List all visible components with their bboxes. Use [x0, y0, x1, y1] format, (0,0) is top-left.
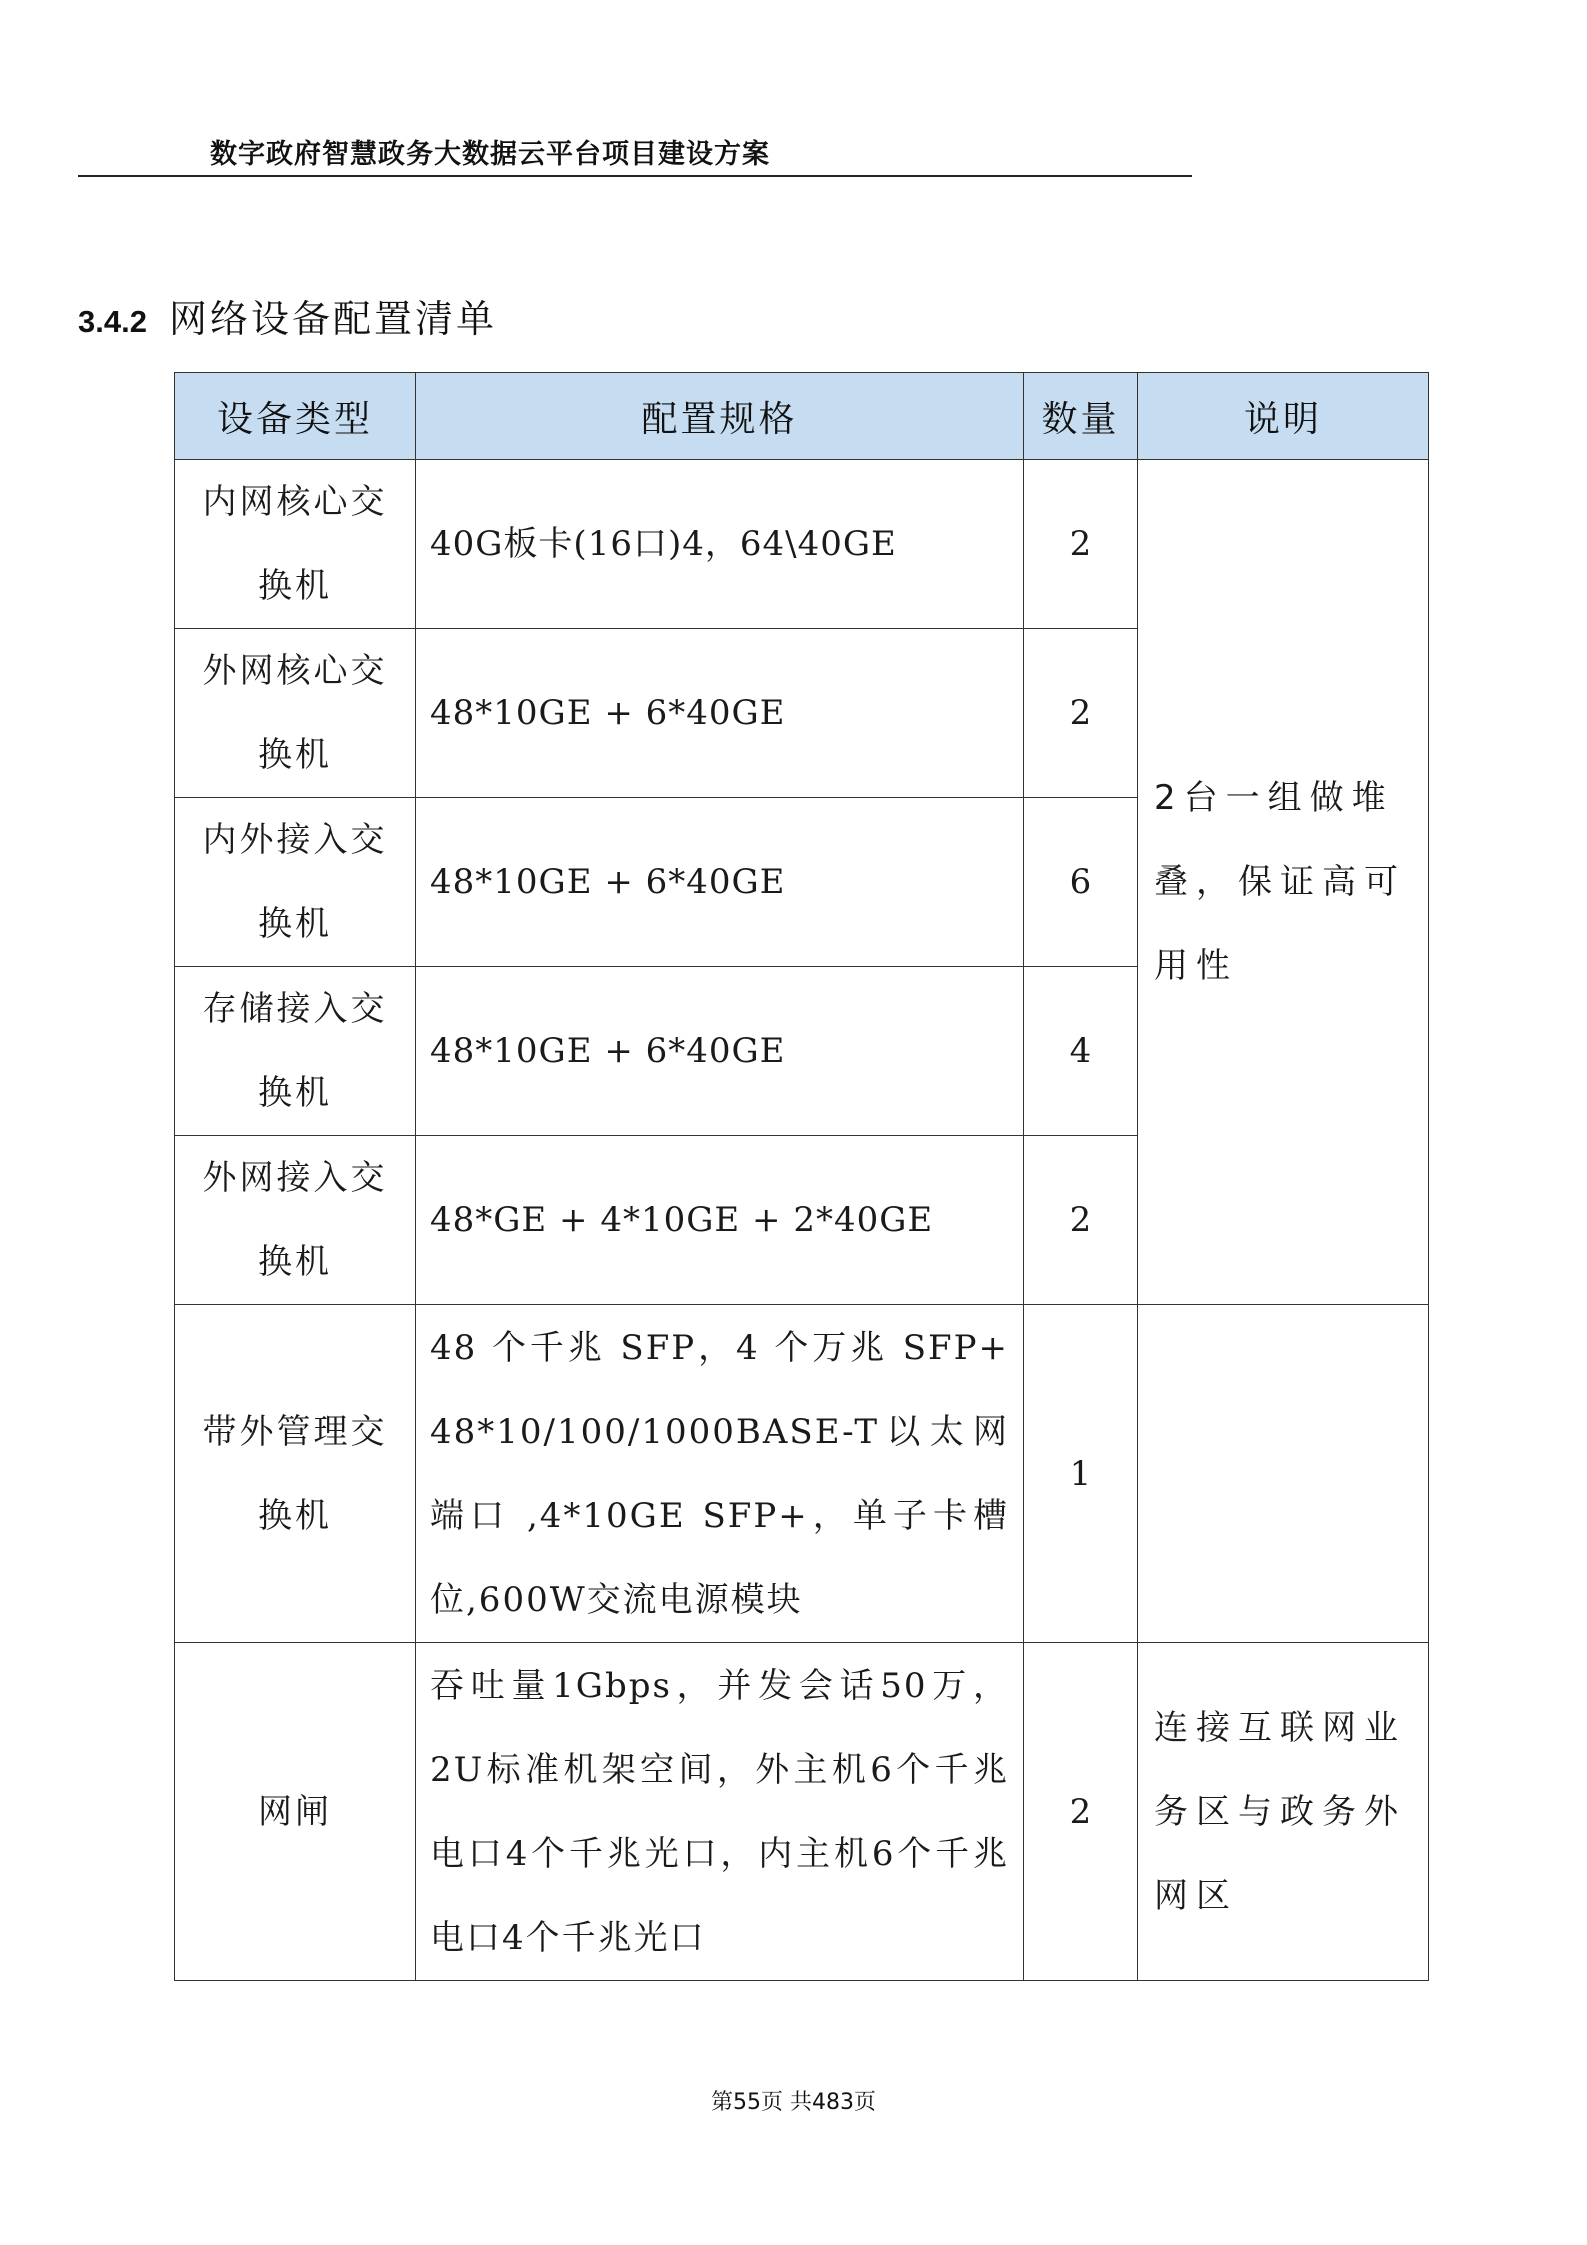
table-row	[175, 460, 1429, 629]
quantity-cell: 6	[1024, 798, 1138, 967]
device-type-cell: 外网接入交换机	[175, 1136, 416, 1305]
section-heading	[78, 288, 497, 343]
spec-cell: 吞吐量1Gbps，并发会话50万，2U标准机架空间，外主机6个千兆电口4个千兆光口，内主机6个千兆电口4个千兆光口	[416, 1643, 1024, 1981]
document-header-title: 数字政府智慧政务大数据云平台项目建设方案	[210, 139, 770, 170]
quantity-cell: 4	[1024, 967, 1138, 1136]
table-row	[175, 1305, 1429, 1643]
quantity-cell: 2	[1024, 629, 1138, 798]
column-header-type: 设备类型	[175, 373, 416, 460]
group-note-cell: 2台一组做堆叠，保证高可用性	[1138, 460, 1429, 1305]
device-type-cell: 存储接入交换机	[175, 967, 416, 1136]
device-type-cell: 内网核心交换机	[175, 460, 416, 629]
table-header-row	[175, 373, 1429, 460]
note-cell	[1138, 1305, 1429, 1643]
spec-cell: 48*10GE + 6*40GE	[416, 967, 1024, 1136]
spec-cell: 48 个千兆 SFP，4 个万兆 SFP+ 48*10/100/1000BASE-T以太网端口 ,4*10GE SFP+，单子卡槽位,600W交流电源模块	[416, 1305, 1024, 1643]
network-equipment-table	[174, 372, 1429, 1981]
quantity-cell: 2	[1024, 460, 1138, 629]
section-number: 3.4.2	[78, 304, 147, 339]
device-type-cell: 外网核心交换机	[175, 629, 416, 798]
device-type-cell: 网闸	[175, 1643, 416, 1981]
page-number: 第55页 共483页	[711, 2090, 876, 2115]
spec-cell: 40G板卡(16口)4，64\40GE	[416, 460, 1024, 629]
column-header-spec: 配置规格	[416, 373, 1024, 460]
quantity-cell: 2	[1024, 1136, 1138, 1305]
section-title: 网络设备配置清单	[168, 297, 497, 341]
spec-cell: 48*10GE + 6*40GE	[416, 798, 1024, 967]
quantity-cell: 1	[1024, 1305, 1138, 1643]
column-header-note: 说明	[1138, 373, 1429, 460]
device-type-cell: 带外管理交换机	[175, 1305, 416, 1643]
note-cell: 连接互联网业务区与政务外网区	[1138, 1643, 1429, 1981]
spec-cell: 48*GE + 4*10GE + 2*40GE	[416, 1136, 1024, 1305]
quantity-cell: 2	[1024, 1643, 1138, 1981]
spec-cell: 48*10GE + 6*40GE	[416, 629, 1024, 798]
table-row	[175, 1643, 1429, 1981]
column-header-qty: 数量	[1024, 373, 1138, 460]
header-divider	[78, 175, 1192, 177]
device-type-cell: 内外接入交换机	[175, 798, 416, 967]
